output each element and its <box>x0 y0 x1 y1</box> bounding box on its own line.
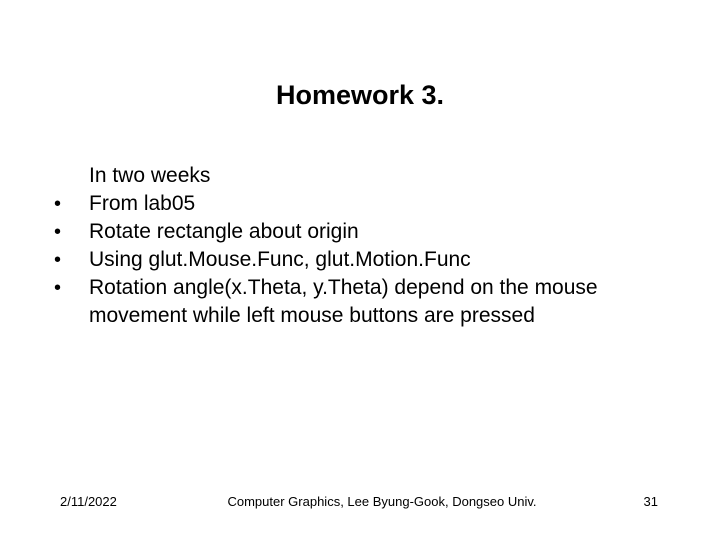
footer-date: 2/11/2022 <box>60 494 117 509</box>
bullet-icon: • <box>54 249 62 271</box>
bullet-list <box>54 162 694 330</box>
list-item <box>54 190 694 218</box>
list-item-text: Rotation angle(x.Theta, y.Theta) depend on the mouse movement while left mouse buttons are pressed <box>89 276 598 327</box>
list-item-text: In two weeks <box>89 164 211 187</box>
bullet-icon: • <box>54 277 62 299</box>
bullet-icon: • <box>54 193 62 215</box>
slide-title <box>0 78 720 112</box>
list-item-text: Using glut.Mouse.Func, glut.Motion.Func <box>89 248 471 271</box>
list-item <box>54 274 694 330</box>
list-item <box>54 162 694 190</box>
list-item-text: Rotate rectangle about origin <box>89 220 359 243</box>
footer-page-number: 31 <box>643 494 658 509</box>
list-item <box>54 246 694 274</box>
slide-title-text: Homework 3. <box>275 80 445 110</box>
list-item-text: From lab05 <box>89 192 196 215</box>
bullet-icon: • <box>54 221 62 243</box>
list-item <box>54 218 694 246</box>
footer-course-info: Computer Graphics, Lee Byung-Gook, Dongseo Univ. <box>227 494 537 509</box>
